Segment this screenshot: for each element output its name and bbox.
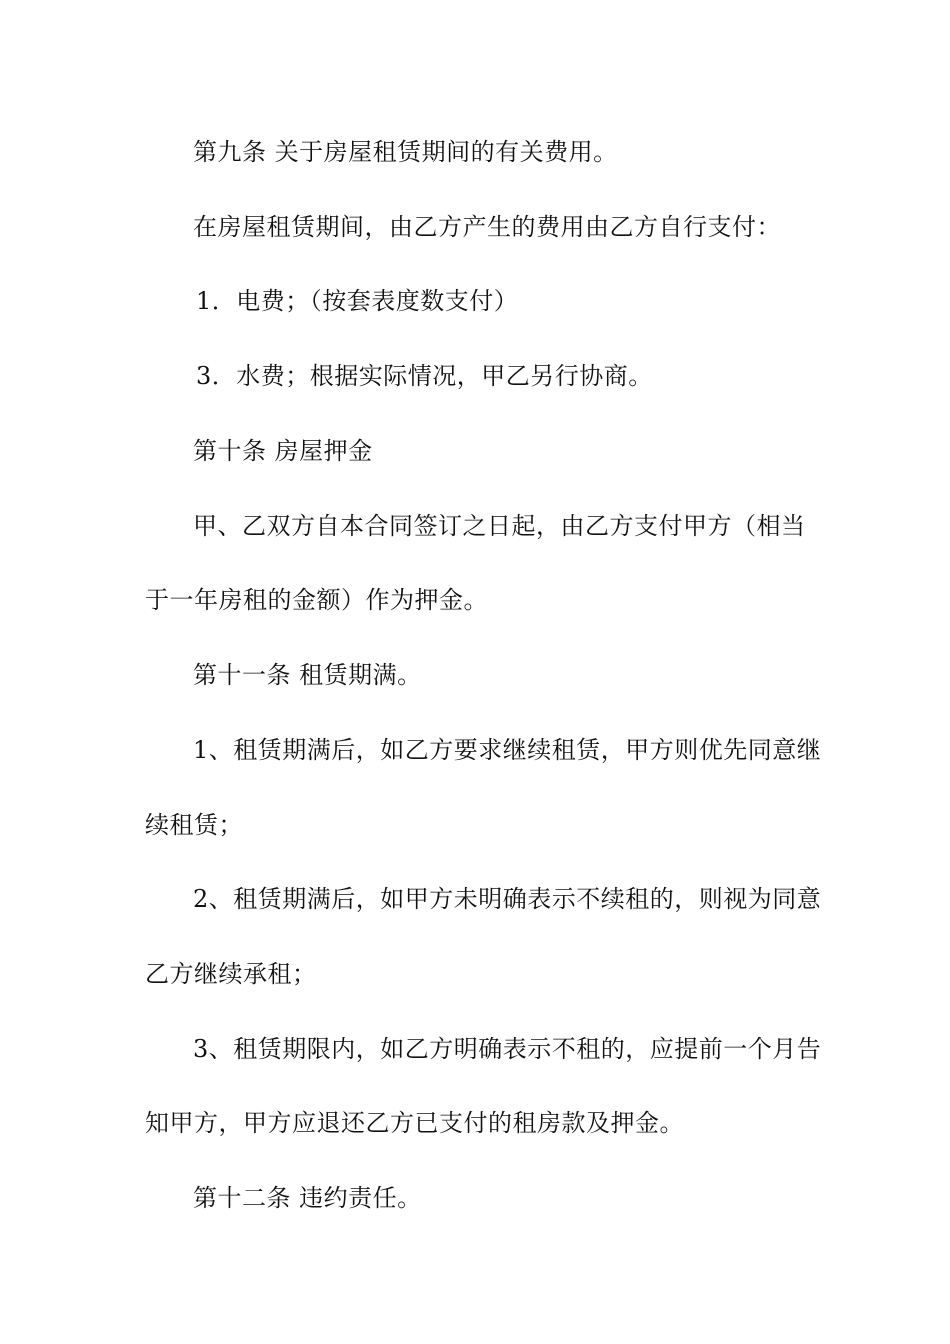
article-12-heading: 第十二条 违约责任。 [193, 1184, 422, 1212]
clause-2-line-2: 乙方继续承租； [145, 960, 317, 988]
clause-1-line-2: 续租赁； [145, 811, 243, 839]
paragraph-deposit-line-1: 甲、乙双方自本合同签订之日起，由乙方支付甲方（相当 [193, 512, 806, 540]
paragraph-fees-intro: 在房屋租赁期间，由乙方产生的费用由乙方自行支付： [193, 213, 781, 241]
article-10-heading: 第十条 房屋押金 [193, 437, 373, 465]
clause-1-line-1: 1、租赁期满后，如乙方要求继续租赁，甲方则优先同意继 [193, 736, 822, 764]
article-11-heading: 第十一条 租赁期满。 [193, 661, 422, 689]
list-item-electricity: 1．电费；（按套表度数支付） [196, 287, 519, 315]
paragraph-deposit-line-2: 于一年房租的金额）作为押金。 [145, 586, 488, 614]
article-9-heading: 第九条 关于房屋租赁期间的有关费用。 [193, 138, 618, 166]
list-item-water: 3．水费；根据实际情况，甲乙另行协商。 [196, 362, 653, 390]
clause-2-line-1: 2、租赁期满后，如甲方未明确表示不续租的，则视为同意 [193, 885, 822, 913]
clause-3-line-1: 3、租赁期限内，如乙方明确表示不租的，应提前一个月告 [193, 1035, 822, 1063]
clause-3-line-2: 知甲方，甲方应退还乙方已支付的租房款及押金。 [145, 1109, 684, 1137]
